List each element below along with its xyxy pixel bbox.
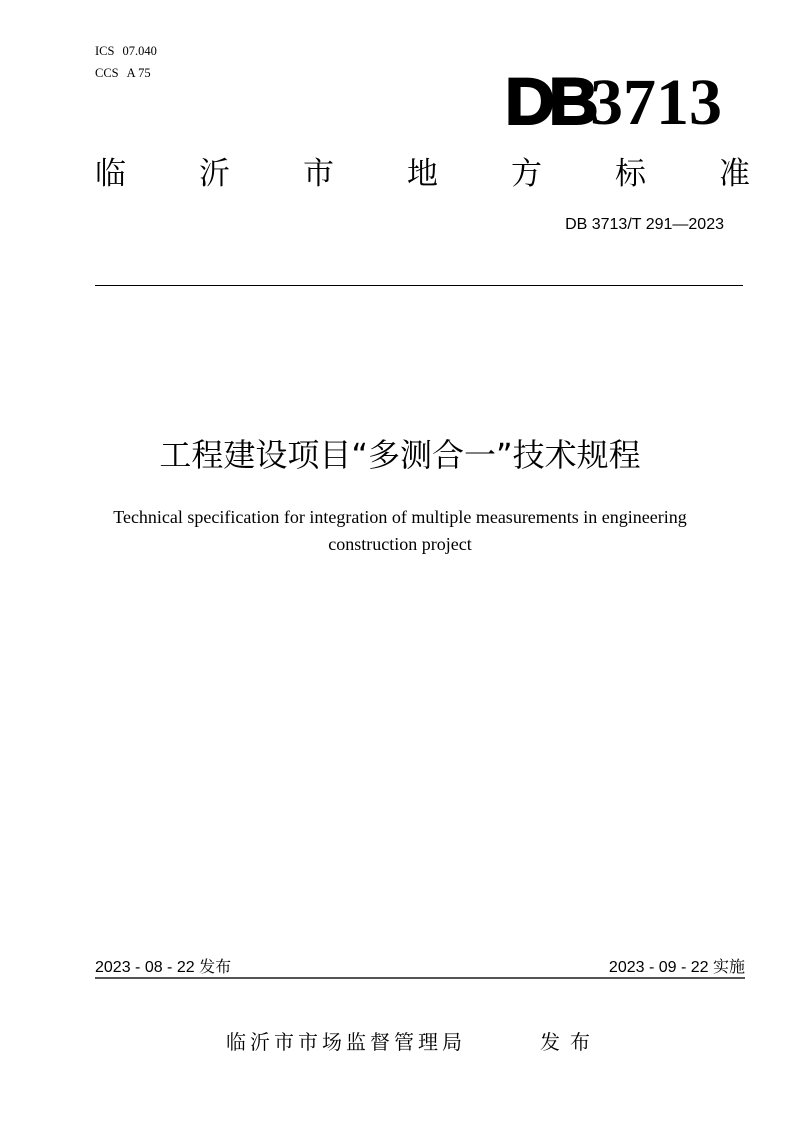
heading-char: 临 xyxy=(95,156,126,192)
logo-number: 3713 xyxy=(590,66,722,139)
date-divider xyxy=(95,977,745,979)
classification-codes xyxy=(95,40,165,84)
standard-number: DB 3713/T 291—2023 xyxy=(565,216,724,233)
english-title-line: Technical specification for integration of multiple measurements in engineering xyxy=(113,507,687,527)
standard-type-heading xyxy=(95,154,750,194)
ccs-value: A 75 xyxy=(126,66,151,80)
issue-date: 2023 - 08 - 22 发布 xyxy=(95,959,232,976)
publish-label: 发布 xyxy=(540,1030,600,1054)
english-title-line: construction project xyxy=(328,534,472,554)
ics-label: ICS xyxy=(95,44,115,58)
heading-char: 地 xyxy=(407,156,438,192)
heading-char: 市 xyxy=(303,156,334,192)
ics-code xyxy=(95,40,165,62)
english-title xyxy=(0,504,800,558)
ccs-label: CCS xyxy=(95,66,119,80)
divider xyxy=(95,285,743,286)
heading-char: 准 xyxy=(719,156,750,192)
document-title: 工程建设项目“多测合一”技术规程 xyxy=(159,436,641,474)
heading-char: 标 xyxy=(615,156,646,192)
logo-prefix: DB xyxy=(504,64,593,138)
publisher: 临沂市市场监督管理局 xyxy=(226,1030,466,1054)
heading-char: 方 xyxy=(511,156,542,192)
ccs-code xyxy=(95,62,165,84)
ics-value: 07.040 xyxy=(122,44,157,58)
db-logo xyxy=(504,64,722,139)
effective-date: 2023 - 09 - 22 实施 xyxy=(608,959,745,976)
heading-char: 沂 xyxy=(199,156,230,192)
